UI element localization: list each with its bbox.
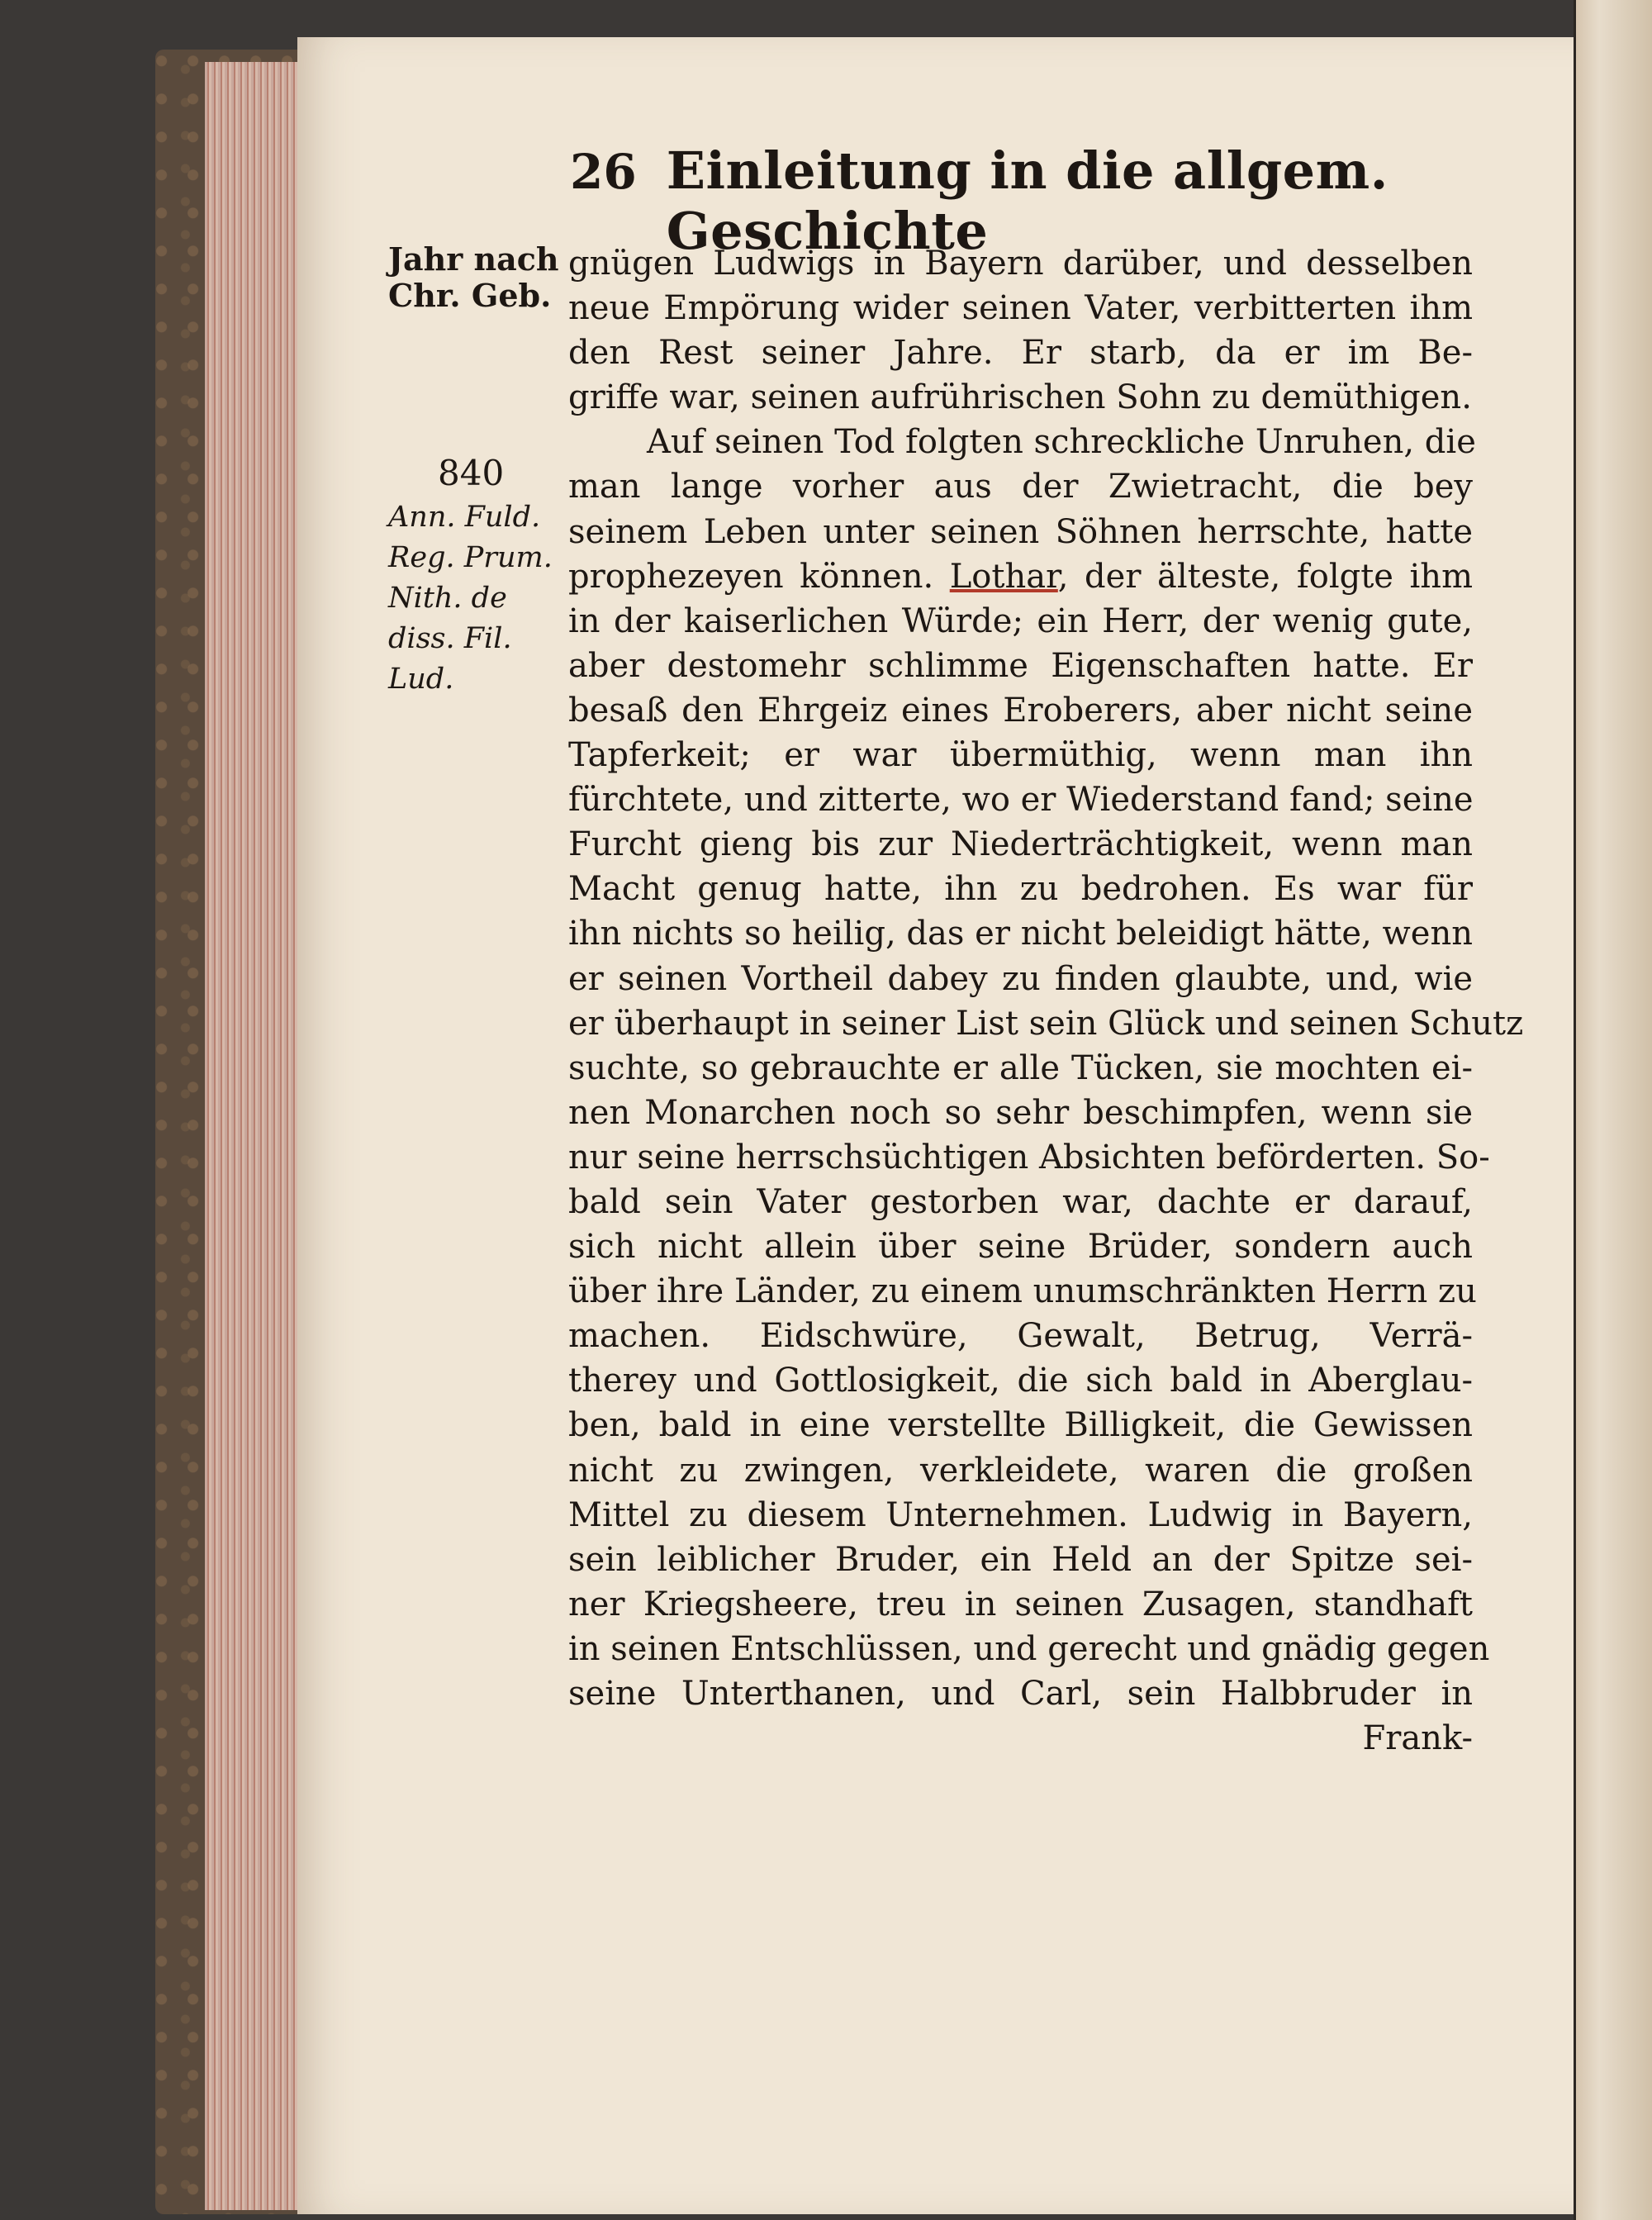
text-line: machen. Eidschwüre, Gewalt, Betrug, Verrä- [568,1317,1473,1356]
margin-sources [388,497,570,700]
text-line: sich nicht allein über seine Brüder, sondern auch [568,1228,1473,1267]
text-line: aber destomehr schlimme Eigenschaften hatte. Er [568,646,1473,685]
text-line: sein leiblicher Bruder, ein Held an der Spitze sei- [568,1540,1473,1579]
catchword: Frank- [1362,1719,1473,1758]
margin-heading-line: Chr. Geb. [388,277,552,314]
running-title: Einleitung in die allgem. Geschichte [666,140,1389,261]
underlined-name: Lothar [949,557,1058,596]
source-note: Nith. de [388,582,507,615]
text-line: ihn nichts so heilig, das er nicht beleidigt hätte, wenn [568,915,1473,953]
text-line: man lange vorher aus der Zwietracht, die bey [568,468,1473,506]
text-line: Macht genug hatte, ihn zu bedrohen. Es war für [568,870,1473,909]
text-line: er überhaupt in seiner List sein Glück und seinen Schutz [568,1004,1524,1043]
margin-heading-line: Jahr nach [388,240,559,278]
source-note: Reg. Prum. [388,541,553,574]
text-line: Mittel zu diesem Unternehmen. Ludwig in Bayern, [568,1495,1473,1534]
facing-page-edge [1574,0,1652,2220]
page-number: 26 [570,144,637,200]
text-line: suchte, so gebrauchte er alle Tücken, sie mochten ei- [568,1048,1473,1087]
page-header [570,140,1454,261]
text-line: neue Empörung wider seinen Vater, verbitterten ihm [568,289,1473,328]
text-line: besaß den Ehrgeiz eines Eroberers, aber nicht seine [568,691,1473,730]
text-line: in der kaiserlichen Würde; ein Herr, der wenig gute, [568,601,1473,640]
text-line: nicht zu zwingen, verkleidete, waren die großen [568,1451,1473,1490]
page-edges [205,62,304,2210]
source-note: Ann. Fuld. [388,501,541,534]
text-line: seinem Leben unter seinen Söhnen herrschte, hatte [568,512,1473,551]
text-segment: prophezeyen können. [568,557,934,596]
text-line: seine Unterthanen, und Carl, sein Halbbruder in [568,1675,1473,1713]
text-line: bald sein Vater gestorben war, dachte er darauf, [568,1182,1473,1221]
source-note: diss. Fil. [388,622,512,655]
text-line: den Rest seiner Jahre. Er starb, da er im Be- [568,334,1473,373]
text-line: ner Kriegsheere, treu in seinen Zusagen, standhaft [568,1585,1473,1623]
body-text [568,241,1524,1761]
text-line: Furcht gieng bis zur Niederträchtigkeit, wenn man [568,825,1473,864]
text-line: nen Monarchen noch so sehr beschimpfen, wenn sie [568,1093,1473,1132]
source-note: Lud. [388,663,454,696]
text-line: ben, bald in eine verstellte Billigkeit, die Gewissen [568,1406,1473,1445]
margin-year: 840 [438,453,505,493]
text-line: über ihre Länder, zu einem unumschränkten Herrn zu [568,1272,1477,1311]
text-line [568,554,1473,599]
text-line: nur seine herrschsüchtigen Absichten beförderten. So- [568,1138,1490,1177]
text-line: gnügen Ludwigs in Bayern darüber, und desselben [568,245,1473,283]
text-line: in seinen Entschlüssen, und gerecht und gnädig gegen [568,1629,1490,1668]
text-line: Auf seinen Tod folgten schreckliche Unruhen, die [647,423,1476,462]
text-line: therey und Gottlosigkeit, die sich bald in Aberglau- [568,1362,1473,1400]
text-line: griffe war, seinen aufrührischen Sohn zu demüthigen. [568,378,1472,417]
text-line: er seinen Vortheil dabey zu finden glaubte, und, wie [568,959,1473,998]
text-segment: , der älteste, folgte ihm [1057,557,1473,596]
text-line: Tapferkeit; er war übermüthig, wenn man ihn [568,736,1473,775]
margin-heading [388,241,570,314]
text-line: fürchtete, und zitterte, wo er Wiederstand fand; seine [568,781,1474,820]
